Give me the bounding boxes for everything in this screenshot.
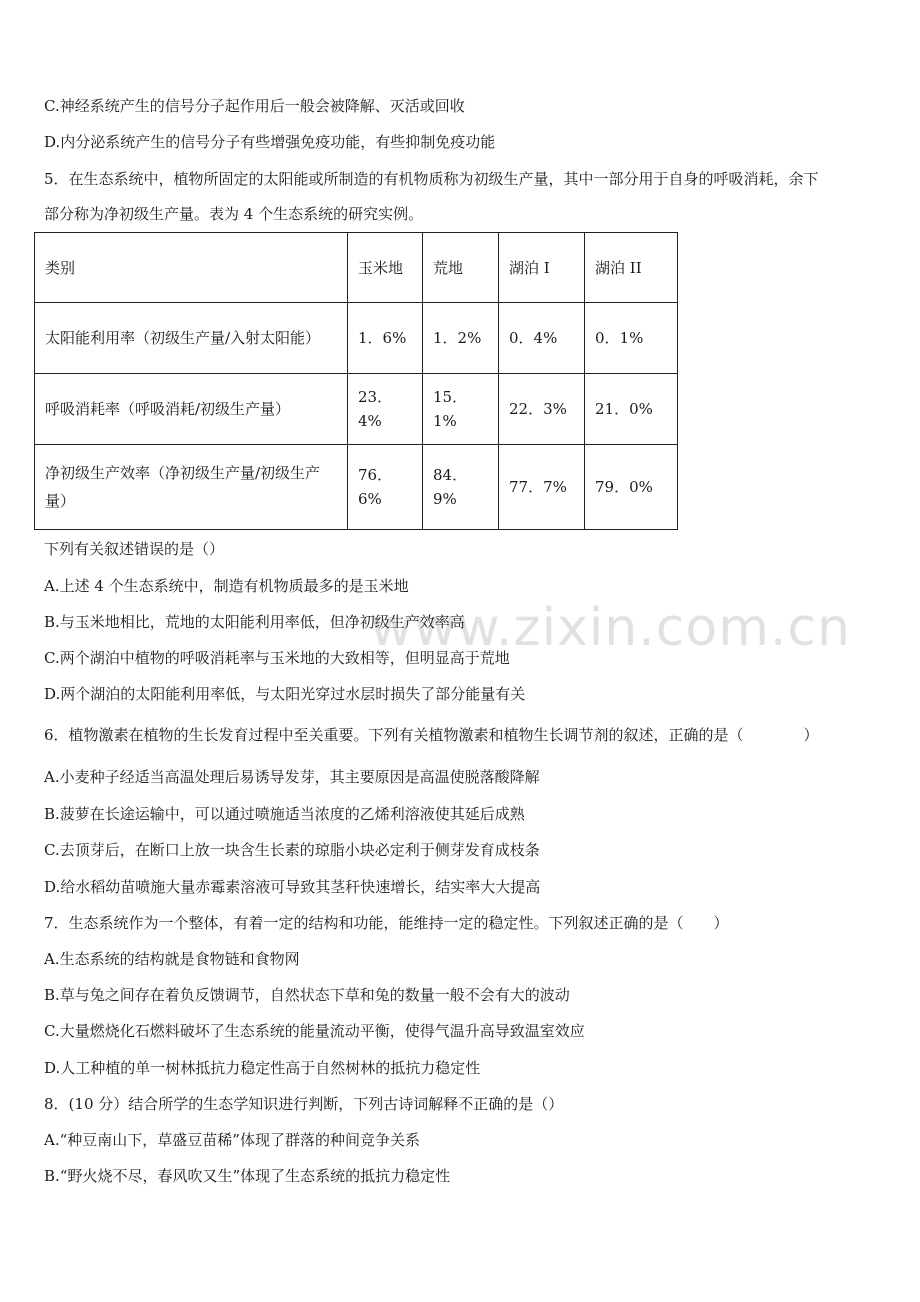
table-header-cell: 玉米地 (348, 233, 423, 303)
q7-option-d: D.人工种植的单一树林抵抗力稳定性高于自然树林的抵抗力稳定性 (44, 1059, 481, 1077)
q8-stem: 8．(10 分）结合所学的生态学知识进行判断，下列古诗词解释不正确的是（） (44, 1095, 564, 1113)
q7-stem: 7．生态系统作为一个整体，有着一定的结构和功能，能维持一定的稳定性。下列叙述正确的是（ ） (44, 914, 729, 932)
table-cell: 净初级生产效率（净初级生产量/初级生产量） (35, 445, 348, 530)
data-table (34, 232, 678, 530)
table-row (35, 374, 678, 445)
table-cell: 21．0% (585, 374, 678, 445)
table-cell: 84．9% (423, 445, 499, 530)
option-c-prev: C.神经系统产生的信号分子起作用后一般会被降解、灭活或回收 (44, 97, 465, 115)
q5-stem-line2: 部分称为净初级生产量。表为 4 个生态系统的研究实例。 (44, 205, 424, 223)
table-cell: 呼吸消耗率（呼吸消耗/初级生产量） (35, 374, 348, 445)
table-row (35, 445, 678, 530)
table-cell: 0．4% (499, 303, 585, 374)
table-cell: 79．0% (585, 445, 678, 530)
q5-option-d: D.两个湖泊的太阳能利用率低，与太阳光穿过水层时损失了部分能量有关 (44, 685, 526, 703)
table-cell: 23．4% (348, 374, 423, 445)
q5-stem-line1: 5．在生态系统中，植物所固定的太阳能或所制造的有机物质称为初级生产量，其中一部分用于自身的呼吸消耗，余下 (44, 170, 819, 188)
table-cell: 77．7% (499, 445, 585, 530)
table-header-cell: 类别 (35, 233, 348, 303)
q7-option-b: B.草与兔之间存在着负反馈调节，自然状态下草和兔的数量一般不会有大的波动 (44, 986, 570, 1004)
q6-stem: 6．植物激素在植物的生长发育过程中至关重要。下列有关植物激素和植物生长调节剂的叙述，正确的是（ ） (44, 726, 819, 744)
q5-option-a: A.上述 4 个生态系统中，制造有机物质最多的是玉米地 (44, 577, 409, 595)
watermark: www.zixin.com.cn (370, 598, 851, 658)
table-row (35, 303, 678, 374)
q8-option-a: A.“种豆南山下，草盛豆苗稀”体现了群落的种间竞争关系 (44, 1131, 420, 1149)
q6-option-c: C.去顶芽后，在断口上放一块含生长素的琼脂小块必定利于侧芽发育成枝条 (44, 841, 540, 859)
table-cell: 1．6% (348, 303, 423, 374)
q5-option-b: B.与玉米地相比，荒地的太阳能利用率低，但净初级生产效率高 (44, 613, 465, 631)
q6-option-d: D.给水稻幼苗喷施大量赤霉素溶液可导致其茎秆快速增长，结实率大大提高 (44, 878, 541, 896)
q5-option-c: C.两个湖泊中植物的呼吸消耗率与玉米地的大致相等，但明显高于荒地 (44, 649, 510, 667)
q5-question: 下列有关叙述错误的是（） (44, 540, 225, 558)
table-cell: 1．2% (423, 303, 499, 374)
table-cell: 15．1% (423, 374, 499, 445)
q6-option-a: A.小麦种子经适当高温处理后易诱导发芽，其主要原因是高温使脱落酸降解 (44, 768, 540, 786)
table-header-cell: 荒地 (423, 233, 499, 303)
table-cell: 0．1% (585, 303, 678, 374)
q7-option-a: A.生态系统的结构就是食物链和食物网 (44, 950, 300, 968)
table-cell: 76．6% (348, 445, 423, 530)
option-d-prev: D.内分泌系统产生的信号分子有些增强免疫功能，有些抑制免疫功能 (44, 133, 496, 151)
table-cell: 22．3% (499, 374, 585, 445)
table-header-cell: 湖泊 II (585, 233, 678, 303)
q6-option-b: B.菠萝在长途运输中，可以通过喷施适当浓度的乙烯利溶液使其延后成熟 (44, 805, 525, 823)
q8-option-b: B.“野火烧不尽，春风吹又生”体现了生态系统的抵抗力稳定性 (44, 1167, 451, 1185)
q7-option-c: C.大量燃烧化石燃料破坏了生态系统的能量流动平衡，使得气温升高导致温室效应 (44, 1022, 585, 1040)
table-header-row (35, 233, 678, 303)
table-header-cell: 湖泊 I (499, 233, 585, 303)
table-cell: 太阳能利用率（初级生产量/入射太阳能） (35, 303, 348, 374)
